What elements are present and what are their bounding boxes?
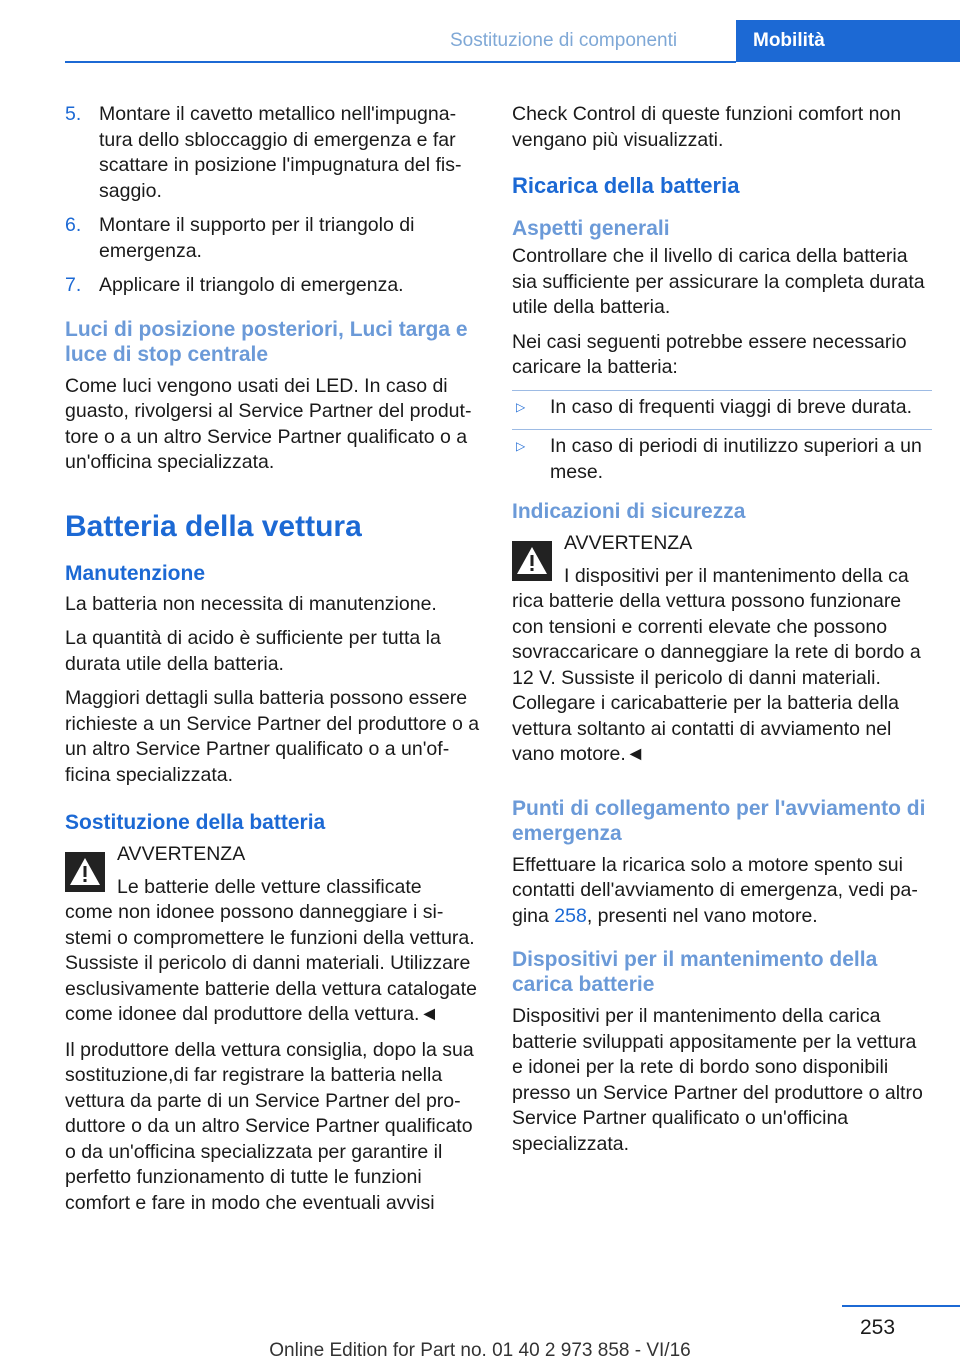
warning-text: rica batterie della vettura possono funzionare con tensioni e correnti elevate che possono sovraccaricare o danneggiare la rete di bordo a 12 V. Sussiste il pericolo di danni materiali. Collegare i caricabatterie per la batteria della vettura soltanto ai contatti di avviamento nel vano motore.◄ bbox=[512, 590, 921, 765]
left-column bbox=[65, 102, 480, 1225]
list-text: Montare il supporto per il triangolo di emergenza. bbox=[99, 214, 415, 262]
devices-heading: Dispositivi per il mantenimento della carica batterie bbox=[512, 948, 878, 996]
devices-text: Dispositivi per il mantenimento della carica batterie sviluppati appositamente per la vettura e idonei per la rete di bordo sono disponibili presso un Service Partner del produttore o altro Service Partner qualificato o un'officina specializzata. bbox=[512, 1005, 923, 1155]
list-number: 7. bbox=[65, 274, 82, 296]
warning-icon bbox=[65, 852, 105, 892]
maintenance-text-1: La batteria non necessita di manutenzione. bbox=[65, 592, 437, 615]
list-text: Montare il cavetto metallico nell'impugnatura dello sbloccaggio di emergenza e far scattare in posizione l'impugnatura del fissaggio. bbox=[99, 103, 462, 202]
jump-start-text-before: Effettuare la ricarica solo a motore spento sui contatti dell'avviamento di emergenza, vedi pagina bbox=[512, 853, 918, 927]
page-number: 253 bbox=[860, 1316, 896, 1339]
maintenance-text-3: Maggiori dettagli sulla batteria possono essere richieste a un Service Partner del produttore o a un altro Service Partner qualificato o a un'officina specializzata. bbox=[65, 687, 480, 786]
list-text: Applicare il triangolo di emergenza. bbox=[99, 274, 404, 296]
charging-heading: Ricarica della batteria bbox=[512, 173, 740, 198]
list-item bbox=[65, 273, 480, 299]
lights-heading: Luci di posizione posteriori, Luci targa e luce di stop centrale bbox=[65, 317, 468, 366]
list-item bbox=[65, 213, 480, 264]
page-number-rule bbox=[842, 1305, 960, 1307]
bullet-triangle-icon: ▷ bbox=[516, 439, 526, 453]
general-heading: Aspetti generali bbox=[512, 217, 670, 240]
header-chapter-tab bbox=[736, 20, 960, 62]
edition-footer: Online Edition for Part no. 01 40 2 973 858 - VI/16 bbox=[269, 1340, 691, 1361]
general-text-2: Nei casi seguenti potrebbe essere necessario caricare la batteria: bbox=[512, 330, 907, 378]
bullet-item bbox=[512, 390, 932, 421]
list-number: 6. bbox=[65, 214, 82, 236]
battery-title: Batteria della vettura bbox=[65, 509, 362, 543]
bullet-text: In caso di periodi di inutilizzo superiori a un mese. bbox=[550, 435, 922, 483]
list-item bbox=[65, 102, 480, 204]
jump-start-text bbox=[512, 853, 932, 930]
bullet-text: In caso di frequenti viaggi di breve durata. bbox=[550, 395, 913, 418]
warning-text: come non idonee possono danneggiare i sistemi o compromettere le funzioni della vettura. Sussiste il pericolo di danni materiali. Utilizzare esclusivamente batterie della vettura catalogate come idonee dal produttore della vettura.◄ bbox=[65, 901, 477, 1025]
warning-label: AVVERTENZA bbox=[117, 843, 246, 865]
warning-first-line: I dispositivi per il mantenimento della ca bbox=[564, 564, 909, 587]
right-column bbox=[512, 102, 932, 1166]
maintenance-text-2: La quantità di acido è sufficiente per tutta la durata utile della batteria. bbox=[65, 627, 441, 675]
warning-block bbox=[512, 531, 932, 768]
warning-block bbox=[65, 842, 480, 1028]
list-number: 5. bbox=[65, 103, 82, 125]
bullet-triangle-icon: ▷ bbox=[516, 399, 526, 414]
safety-heading: Indicazioni di sicurezza bbox=[512, 500, 746, 523]
lights-text: Come luci vengono usati dei LED. In caso di guasto, rivolgersi al Service Partner del produttore o a un altro Service Partner qualificato o a un'officina specializzata. bbox=[65, 374, 472, 473]
warning-label: AVVERTENZA bbox=[564, 532, 693, 554]
replace-text: Il produttore della vettura consiglia, dopo la sua sostituzione,di far registrare la batteria nella vettura da parte di un Service Partner del produttore o da un altro Service Partner qualificato o da un'officina specializzata per garantire il perfetto funzionamento di tutte le funzioni comfort e fare in modo che eventuali avvisi bbox=[65, 1038, 474, 1214]
jump-start-heading: Punti di collegamento per l'avviamento di emergenza bbox=[512, 796, 926, 845]
page-link[interactable]: 258 bbox=[554, 904, 587, 927]
replace-heading: Sostituzione della batteria bbox=[65, 811, 326, 834]
bullet-item bbox=[512, 429, 932, 485]
warning-first-line: Le batterie delle vetture classificate bbox=[117, 875, 422, 898]
header-chapter-label: Mobilità bbox=[753, 30, 825, 51]
header-section-title: Sostituzione di componenti bbox=[450, 30, 678, 51]
header-rule bbox=[65, 61, 736, 63]
maintenance-heading: Manutenzione bbox=[65, 561, 205, 585]
jump-start-text-after: , presenti nel vano motore. bbox=[586, 904, 818, 927]
general-text-1: Controllare che il livello di carica della batteria sia sufficiente per assicurare la completa durata utile della batteria. bbox=[512, 245, 925, 318]
warning-icon bbox=[512, 541, 552, 581]
continued-text: Check Control di queste funzioni comfort non vengano più visualizzati. bbox=[512, 103, 902, 151]
